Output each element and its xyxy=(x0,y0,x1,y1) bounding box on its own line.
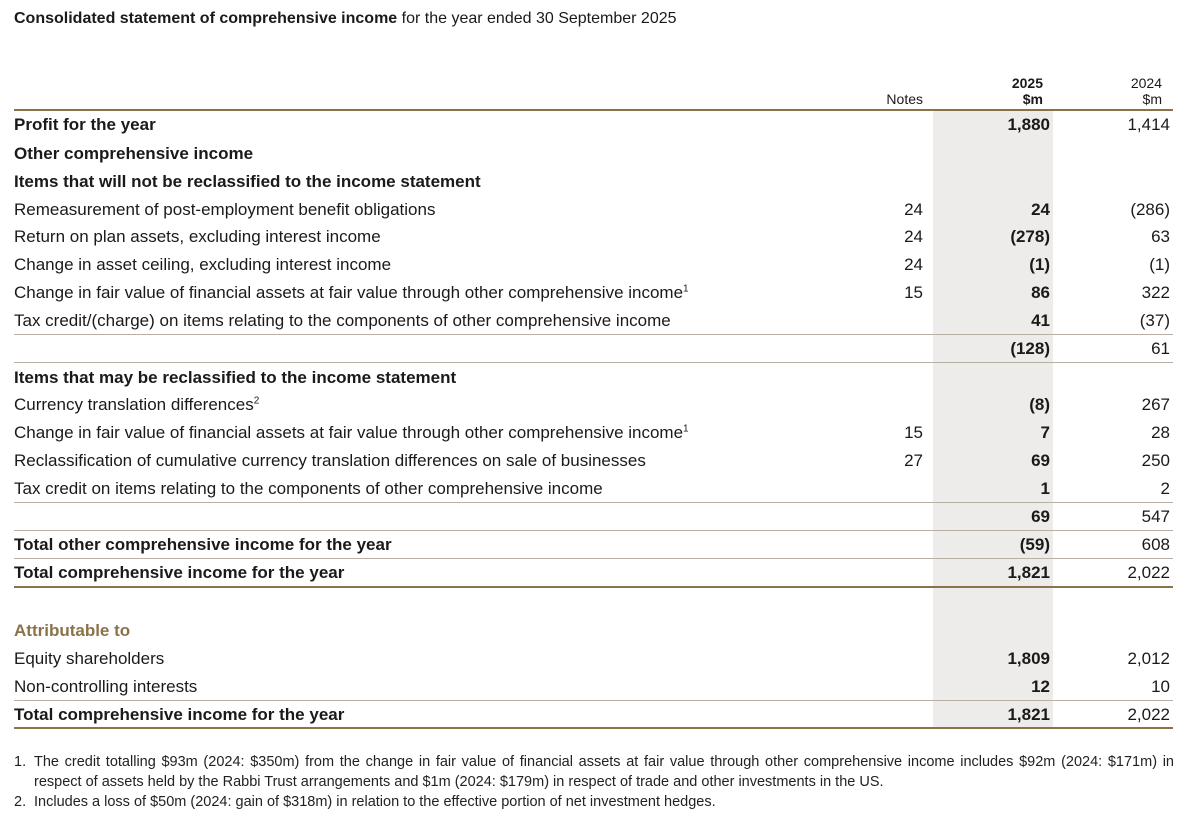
section-heading: Items that will not be reclassified to the income statement xyxy=(14,172,481,191)
value-2025: 1,880 xyxy=(1007,115,1050,134)
row-label: Currency translation differences xyxy=(14,395,254,414)
notes-column-header: Notes xyxy=(886,91,923,107)
value-2025: (128) xyxy=(1010,339,1050,358)
value-2025: 1,809 xyxy=(1007,649,1050,668)
table-row xyxy=(14,365,1173,393)
note-ref: 15 xyxy=(904,423,923,442)
row-label: Total comprehensive income for the year xyxy=(14,563,345,582)
footnote-text: The credit totalling $93m (2024: $350m) from the change in fair value of financial assets at fair value through other comprehensive income includes $92m (2024: $171m) in respect of assets held by the Rabbi Trust arrangements and $1m (2024: $179m) in respect of trade and other investments in the US. xyxy=(34,754,1174,790)
table-row xyxy=(14,197,1173,225)
value-2024: (1) xyxy=(1149,255,1170,274)
footnote-marker: 1 xyxy=(683,283,689,295)
value-2025: 1,821 xyxy=(1007,563,1050,582)
note-ref: 24 xyxy=(904,227,923,246)
row-label-with-footnote xyxy=(14,395,259,415)
value-2025: 1,821 xyxy=(1007,705,1050,724)
total-row xyxy=(14,560,1173,588)
value-2025: (8) xyxy=(1029,395,1050,414)
table-row xyxy=(14,476,1173,504)
value-2025: 24 xyxy=(1031,200,1050,219)
section-heading: Items that may be reclassified to the income statement xyxy=(14,368,457,387)
value-2024: 2,022 xyxy=(1127,705,1170,724)
row-label: Tax credit on items relating to the components of other comprehensive income xyxy=(14,479,603,498)
year-2024-unit: $m xyxy=(1142,91,1162,107)
table-row xyxy=(14,392,1173,420)
value-2025: 86 xyxy=(1031,283,1050,302)
value-2024: 2,012 xyxy=(1127,649,1170,668)
value-2024: 267 xyxy=(1141,395,1170,414)
value-2025: (278) xyxy=(1010,227,1050,246)
row-label-with-footnote xyxy=(14,283,689,303)
value-2024: 1,414 xyxy=(1127,115,1170,134)
value-2025: 69 xyxy=(1031,451,1050,470)
table-row xyxy=(14,308,1173,336)
footnote-2 xyxy=(14,792,1174,812)
year-2024-column-header xyxy=(1060,75,1162,107)
statement-title xyxy=(14,10,677,28)
attributable-heading-row xyxy=(14,618,1173,646)
footnote-marker: 1 xyxy=(683,423,689,435)
footnote-number: 1. xyxy=(14,754,27,770)
value-2025: 1 xyxy=(1040,479,1050,498)
subtotal-row xyxy=(14,504,1173,532)
year-2025-unit: $m xyxy=(1022,91,1043,107)
value-2024: 250 xyxy=(1141,451,1170,470)
value-2024: (286) xyxy=(1130,200,1170,219)
divider xyxy=(14,700,1173,701)
value-2024: 28 xyxy=(1151,423,1170,442)
row-label: Remeasurement of post-employment benefit obligations xyxy=(14,200,436,219)
table-row xyxy=(14,448,1173,476)
value-2024: 547 xyxy=(1141,507,1170,526)
year-2024-label: 2024 xyxy=(1130,75,1162,91)
value-2024: 10 xyxy=(1151,677,1170,696)
row-label: Profit for the year xyxy=(14,115,156,134)
row-label-with-footnote xyxy=(14,423,689,443)
table-row xyxy=(14,420,1173,448)
row-label: Return on plan assets, excluding interest income xyxy=(14,227,381,246)
value-2024: 322 xyxy=(1141,283,1170,302)
year-2025-label: 2025 xyxy=(1011,75,1043,91)
row-label: Change in fair value of financial assets at fair value through other comprehensive income xyxy=(14,423,684,442)
row-label: Non-controlling interests xyxy=(14,677,198,696)
table-row xyxy=(14,674,1173,702)
footnote-marker: 2 xyxy=(253,395,260,407)
value-2024: 2,022 xyxy=(1127,563,1170,582)
divider xyxy=(14,502,1173,503)
header-rule xyxy=(14,109,1173,111)
table-row xyxy=(14,280,1173,308)
divider xyxy=(14,530,1173,531)
footnote-text: Includes a loss of $50m (2024: gain of $318m) in relation to the effective portion of net investment hedges. xyxy=(34,794,716,810)
value-2025: 41 xyxy=(1031,311,1050,330)
value-2024: 63 xyxy=(1151,227,1170,246)
table-row xyxy=(14,252,1173,280)
attributable-heading: Attributable to xyxy=(14,621,131,640)
table-row xyxy=(14,112,1173,140)
section-heading: Other comprehensive income xyxy=(14,144,254,163)
value-2024: 61 xyxy=(1151,339,1170,358)
value-2025: (1) xyxy=(1029,255,1050,274)
total-row xyxy=(14,532,1173,560)
divider xyxy=(14,334,1173,335)
row-label: Total comprehensive income for the year xyxy=(14,705,345,724)
row-label: Equity shareholders xyxy=(14,649,165,668)
note-ref: 24 xyxy=(904,255,923,274)
value-2025: 12 xyxy=(1031,677,1050,696)
total-row xyxy=(14,702,1173,730)
note-ref: 27 xyxy=(904,451,923,470)
statement-title-period: for the year ended 30 September 2025 xyxy=(397,10,677,27)
value-2024: 608 xyxy=(1141,535,1170,554)
total-rule xyxy=(14,727,1173,729)
footnote-1 xyxy=(14,752,1174,792)
year-2025-column-header xyxy=(940,75,1043,107)
row-label: Change in fair value of financial assets at fair value through other comprehensive income xyxy=(14,283,684,302)
value-2024: 2 xyxy=(1160,479,1170,498)
subtotal-row xyxy=(14,336,1173,364)
row-label: Reclassification of cumulative currency translation differences on sale of businesses xyxy=(14,451,646,470)
value-2025: 69 xyxy=(1031,507,1050,526)
divider xyxy=(14,362,1173,363)
table-row xyxy=(14,646,1173,674)
note-ref: 24 xyxy=(904,200,923,219)
divider xyxy=(14,558,1173,559)
row-label: Change in asset ceiling, excluding interest income xyxy=(14,255,392,274)
footnote-number: 2. xyxy=(14,794,27,810)
table-row xyxy=(14,224,1173,252)
total-rule xyxy=(14,586,1173,588)
table-row xyxy=(14,141,1173,169)
statement-title-bold: Consolidated statement of comprehensive income xyxy=(14,10,398,27)
table-row xyxy=(14,169,1173,197)
row-label: Tax credit/(charge) on items relating to the components of other comprehensive income xyxy=(14,311,671,330)
value-2024: (37) xyxy=(1139,311,1170,330)
value-2025: (59) xyxy=(1019,535,1050,554)
value-2025: 7 xyxy=(1040,423,1050,442)
note-ref: 15 xyxy=(904,283,923,302)
row-label: Total other comprehensive income for the year xyxy=(14,535,392,554)
